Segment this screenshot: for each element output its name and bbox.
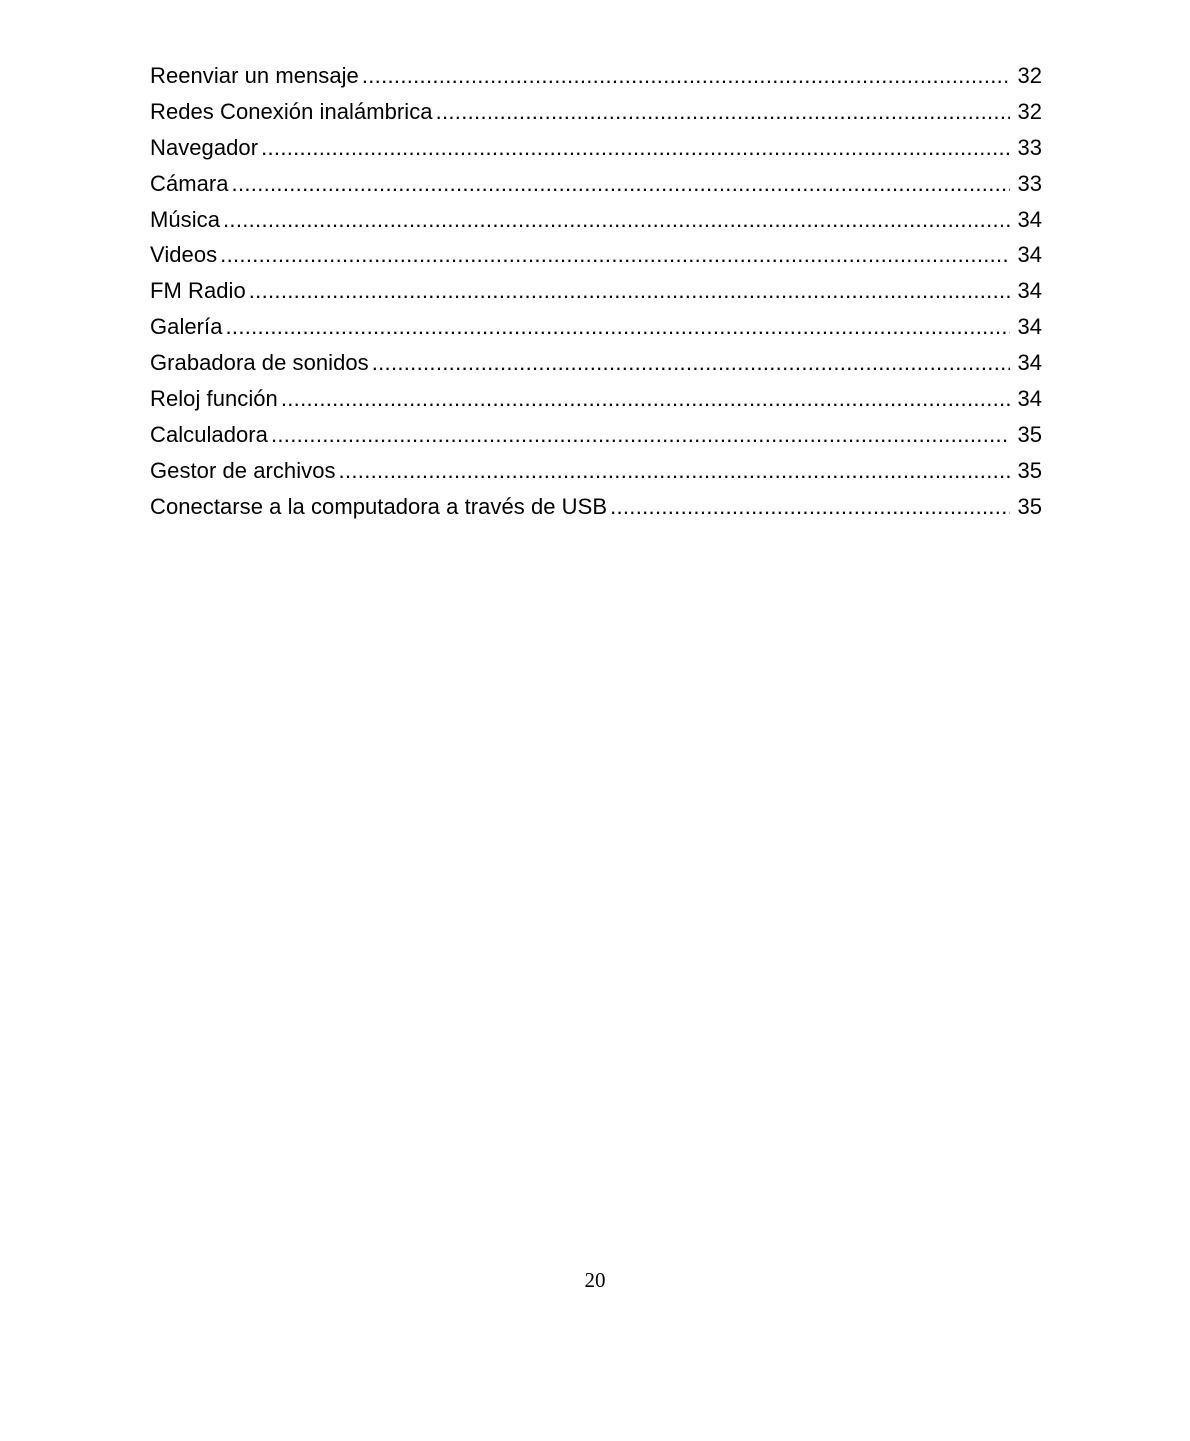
toc-entry[interactable] bbox=[150, 130, 1042, 166]
toc-entry-title: Galería bbox=[150, 314, 223, 340]
toc-entry[interactable] bbox=[150, 417, 1042, 453]
dot-leader bbox=[372, 345, 1010, 381]
toc-entry[interactable] bbox=[150, 309, 1042, 345]
toc-entry[interactable] bbox=[150, 58, 1042, 94]
toc-entry-title: Música bbox=[150, 206, 220, 232]
dot-leader bbox=[271, 417, 1010, 453]
toc-entry-page: 34 bbox=[1017, 278, 1042, 304]
toc-entry-page: 34 bbox=[1017, 314, 1042, 340]
toc-entry-title: Redes Conexión inalámbrica bbox=[150, 98, 433, 124]
toc-entry[interactable] bbox=[150, 273, 1042, 309]
page-number: 20 bbox=[584, 1268, 606, 1292]
dot-leader bbox=[281, 381, 1010, 417]
toc-entry-title: Reenviar un mensaje bbox=[150, 63, 359, 88]
toc-entry-page: 34 bbox=[1017, 242, 1042, 268]
dot-leader bbox=[220, 237, 1010, 273]
toc-entry-title: Navegador bbox=[150, 134, 259, 160]
dot-leader bbox=[223, 202, 1010, 238]
toc-entry[interactable] bbox=[150, 94, 1042, 130]
toc-entry-title: Videos bbox=[150, 242, 218, 268]
toc-entry-page: 35 bbox=[1017, 493, 1042, 519]
toc-entry[interactable] bbox=[150, 202, 1042, 238]
dot-leader bbox=[610, 489, 1010, 525]
dot-leader bbox=[232, 166, 1010, 202]
toc-entry-page: 35 bbox=[1017, 457, 1042, 483]
dot-leader bbox=[436, 94, 1010, 130]
toc-entry-page: 33 bbox=[1017, 170, 1042, 196]
dot-leader bbox=[339, 453, 1010, 489]
toc-entry-page: 35 bbox=[1017, 421, 1042, 447]
dot-leader bbox=[249, 273, 1010, 309]
toc-entry-page: 34 bbox=[1017, 206, 1042, 232]
toc-entry-page: 32 bbox=[1017, 98, 1042, 124]
toc-entry-page: 34 bbox=[1017, 350, 1042, 376]
toc-entry-page: 33 bbox=[1017, 134, 1042, 160]
dot-leader bbox=[362, 58, 1010, 94]
toc-entry-page: 32 bbox=[1017, 63, 1042, 88]
toc-entry[interactable] bbox=[150, 489, 1042, 525]
toc-entry-page: 34 bbox=[1017, 386, 1042, 412]
toc-entry-title: Calculadora bbox=[150, 421, 268, 447]
toc-entry[interactable] bbox=[150, 345, 1042, 381]
table-of-contents bbox=[150, 58, 1042, 525]
toc-entry-title: Reloj función bbox=[150, 386, 278, 412]
toc-entry[interactable] bbox=[150, 166, 1042, 202]
toc-entry-title: FM Radio bbox=[150, 278, 246, 304]
toc-entry[interactable] bbox=[150, 453, 1042, 489]
toc-entry[interactable] bbox=[150, 237, 1042, 273]
dot-leader bbox=[226, 309, 1011, 345]
dot-leader bbox=[261, 130, 1010, 166]
toc-entry-title: Grabadora de sonidos bbox=[150, 350, 369, 376]
toc-entry-title: Conectarse a la computadora a través de USB bbox=[150, 493, 608, 519]
toc-entry[interactable] bbox=[150, 381, 1042, 417]
toc-entry-title: Gestor de archivos bbox=[150, 457, 336, 483]
toc-entry-title: Cámara bbox=[150, 170, 229, 196]
